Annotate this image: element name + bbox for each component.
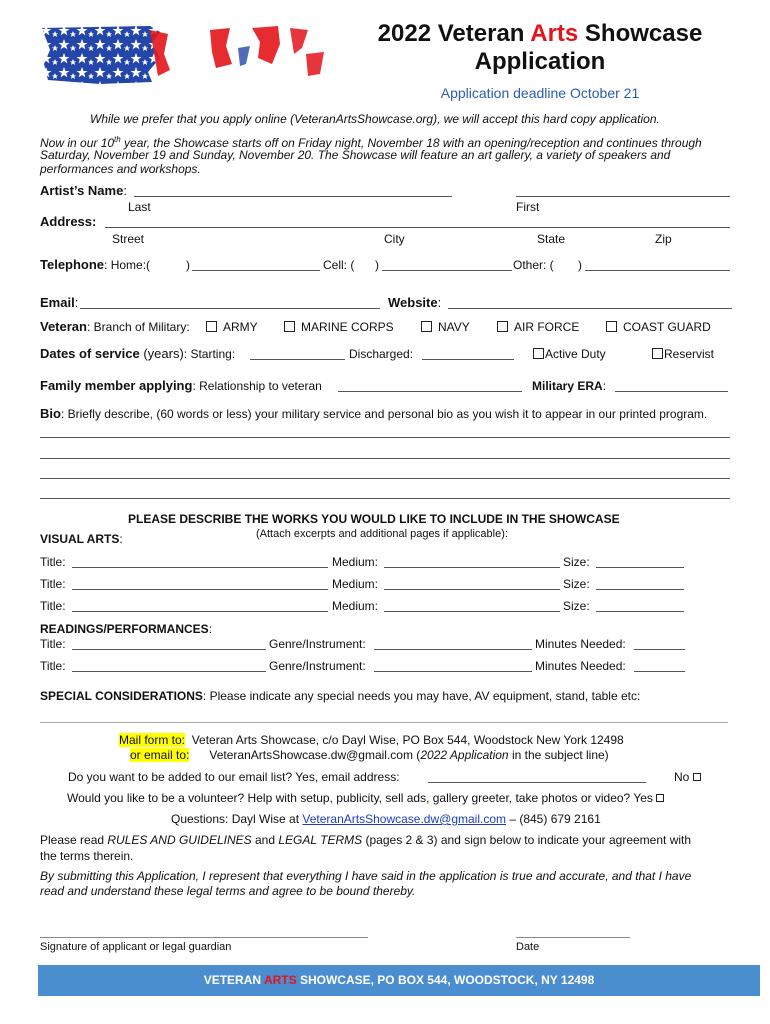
visual-medium-label: Medium: <box>332 599 379 613</box>
artist-name-label: Artist’s Name: <box>40 183 127 198</box>
reading-title-label: Title: <box>40 637 66 651</box>
intro-online: While we prefer that you apply online (VeteranArtsShowcase.org), we will accept this hard copy application. <box>90 112 660 126</box>
intro-para-line1: Now in our 10th year, the Showcase starts off on Friday night, November 18 with an opening/reception and continues through <box>40 135 702 150</box>
service-row: Dates of service (years): Starting: <box>40 346 236 361</box>
last-label: Last <box>128 200 151 214</box>
genre-label: Genre/Instrument: <box>269 659 366 673</box>
date-label: Date <box>516 941 540 953</box>
bio-line[interactable] <box>40 437 730 438</box>
attach-note: (Attach excerpts and additional pages if applicable): <box>256 528 508 540</box>
state-label: State <box>537 232 566 246</box>
terms-line1: Please read RULES AND GUIDELINES and LEGAL TERMS (pages 2 & 3) and sign below to indicate your agreement with <box>40 833 692 847</box>
special-considerations: SPECIAL CONSIDERATIONS: Please indicate any special needs you may have, AV equipment, stand, table etc: <box>40 689 641 703</box>
date-field[interactable] <box>516 937 630 938</box>
telephone-row: Telephone: Home:( <box>40 257 151 272</box>
deadline-text: Application deadline October 21 <box>440 85 640 101</box>
footer-banner: VETERAN ARTS SHOWCASE, PO BOX 544, WOODSTOCK, NY 12498 <box>38 965 760 996</box>
title-arts: Arts <box>530 20 579 47</box>
american-flag-logo <box>40 24 325 86</box>
checkbox-icon <box>693 773 701 781</box>
relationship-field[interactable] <box>338 391 522 392</box>
readings-label: READINGS/PERFORMANCES: <box>40 622 213 636</box>
discharged-label: Discharged: <box>349 347 414 361</box>
contact-email-link[interactable]: VeteranArtsShowcase.dw@gmail.com <box>302 812 506 826</box>
intro-para-line3: performances and workshops. <box>40 162 201 176</box>
city-label: City <box>384 232 405 246</box>
bio-line[interactable] <box>40 458 730 459</box>
email-label: Email: <box>40 295 79 310</box>
genre-label: Genre/Instrument: <box>269 637 366 651</box>
other-paren: ) <box>578 258 582 272</box>
email-field[interactable] <box>80 308 380 309</box>
genre-field[interactable] <box>374 649 532 650</box>
statement-line2: read and understand these legal terms and agree to be bound thereby. <box>40 884 416 898</box>
address-label: Address: <box>40 214 97 229</box>
visual-title-field[interactable] <box>72 589 328 590</box>
signature-field[interactable] <box>40 937 368 938</box>
website-label: Website: <box>388 295 442 310</box>
visual-title-label: Title: <box>40 577 66 591</box>
mail-form-row: Mail form to: Veteran Arts Showcase, c/o Dayl Wise, PO Box 544, Woodstock New York 12498 <box>119 733 624 747</box>
email-list-field[interactable] <box>428 782 646 783</box>
service-discharge-field[interactable] <box>422 359 514 360</box>
special-field[interactable] <box>40 722 728 723</box>
visual-medium-label: Medium: <box>332 577 379 591</box>
address-field[interactable] <box>105 227 730 228</box>
visual-medium-field[interactable] <box>384 611 560 612</box>
branch-air-force[interactable]: AIR FORCE <box>497 320 579 334</box>
checkbox-icon <box>606 321 617 332</box>
genre-field[interactable] <box>374 671 532 672</box>
visual-size-label: Size: <box>563 599 590 613</box>
title-application: Application <box>474 48 606 75</box>
bio-row: Bio: Briefly describe, (60 words or less) your military service and personal bio as you wish it to appear in our printed program. <box>40 406 708 421</box>
branch-army[interactable]: ARMY <box>206 320 258 334</box>
bio-line[interactable] <box>40 478 730 479</box>
visual-size-field[interactable] <box>596 589 684 590</box>
cell-phone-field[interactable] <box>382 270 512 271</box>
visual-medium-field[interactable] <box>384 589 560 590</box>
reservist-option[interactable]: Reservist <box>652 347 714 361</box>
visual-size-label: Size: <box>563 555 590 569</box>
military-era-field[interactable] <box>615 391 728 392</box>
volunteer-question[interactable]: Would you like to be a volunteer? Help with setup, publicity, sell ads, gallery greeter, take photos or video? Yes <box>67 791 664 805</box>
visual-size-field[interactable] <box>596 567 684 568</box>
email-list-question: Do you want to be added to our email list? Yes, email address: <box>68 770 400 784</box>
street-label: Street <box>112 232 145 246</box>
branch-coast-guard[interactable]: COAST GUARD <box>606 320 711 334</box>
branch-navy[interactable]: NAVY <box>421 320 470 334</box>
minutes-label: Minutes Needed: <box>535 637 626 651</box>
home-paren: ) <box>186 258 190 272</box>
checkbox-icon <box>497 321 508 332</box>
email-list-no[interactable]: No <box>674 770 701 784</box>
reading-title-field[interactable] <box>72 649 266 650</box>
active-duty-option[interactable]: Active Duty <box>533 347 606 361</box>
home-phone-field[interactable] <box>192 270 320 271</box>
checkbox-icon <box>206 321 217 332</box>
reading-title-field[interactable] <box>72 671 266 672</box>
signature-label: Signature of applicant or legal guardian <box>40 941 232 953</box>
visual-title-field[interactable] <box>72 567 328 568</box>
artist-last-field[interactable] <box>134 196 452 197</box>
minutes-field[interactable] <box>634 649 685 650</box>
veteran-row: Veteran: Branch of Military: <box>40 319 190 334</box>
checkbox-icon <box>421 321 432 332</box>
visual-medium-label: Medium: <box>332 555 379 569</box>
cell-label: Cell: ( <box>323 258 355 272</box>
terms-line2: the terms therein. <box>40 849 134 863</box>
checkbox-icon <box>656 794 664 802</box>
artist-first-field[interactable] <box>516 196 730 197</box>
footer-arts: ARTS <box>263 973 297 987</box>
reading-title-label: Title: <box>40 659 66 673</box>
other-label: Other: ( <box>513 258 554 272</box>
visual-arts-label: VISUAL ARTS: <box>40 532 123 546</box>
page-title <box>330 20 750 76</box>
checkbox-icon <box>284 321 295 332</box>
checkbox-icon <box>533 348 544 359</box>
statement-line1: By submitting this Application, I represent that everything I have said in the application is true and accurate, and that I have <box>40 869 692 883</box>
title-showcase: Showcase <box>578 20 703 47</box>
visual-size-label: Size: <box>563 577 590 591</box>
visual-title-field[interactable] <box>72 611 328 612</box>
other-phone-field[interactable] <box>585 270 730 271</box>
email-to-row: or email to: VeteranArtsShowcase.dw@gmail.com (2022 Application in the subject line) <box>130 748 609 762</box>
cell-paren: ) <box>375 258 379 272</box>
website-field[interactable] <box>448 308 732 309</box>
minutes-label: Minutes Needed: <box>535 659 626 673</box>
intro-para-line2: Saturday, November 19 and Sunday, November 20. The Showcase will feature an art gallery, a variety of speakers and <box>40 148 671 162</box>
visual-size-field[interactable] <box>596 611 684 612</box>
checkbox-icon <box>652 348 663 359</box>
bio-line[interactable] <box>40 498 730 499</box>
works-heading: PLEASE DESCRIBE THE WORKS YOU WOULD LIKE TO INCLUDE IN THE SHOWCASE <box>128 512 620 526</box>
family-row: Family member applying: Relationship to veteran <box>40 378 322 393</box>
branch-marine-corps[interactable]: MARINE CORPS <box>284 320 394 334</box>
zip-label: Zip <box>655 232 672 246</box>
visual-title-label: Title: <box>40 555 66 569</box>
service-start-field[interactable] <box>250 359 345 360</box>
first-label: First <box>516 200 540 214</box>
title-year: 2022 Veteran <box>377 20 531 47</box>
visual-title-label: Title: <box>40 599 66 613</box>
military-era-label: Military ERA: <box>532 379 607 393</box>
visual-medium-field[interactable] <box>384 567 560 568</box>
questions-contact: Questions: Dayl Wise at VeteranArtsShowcase.dw@gmail.com – (845) 679 2161 <box>171 812 601 826</box>
minutes-field[interactable] <box>634 671 685 672</box>
